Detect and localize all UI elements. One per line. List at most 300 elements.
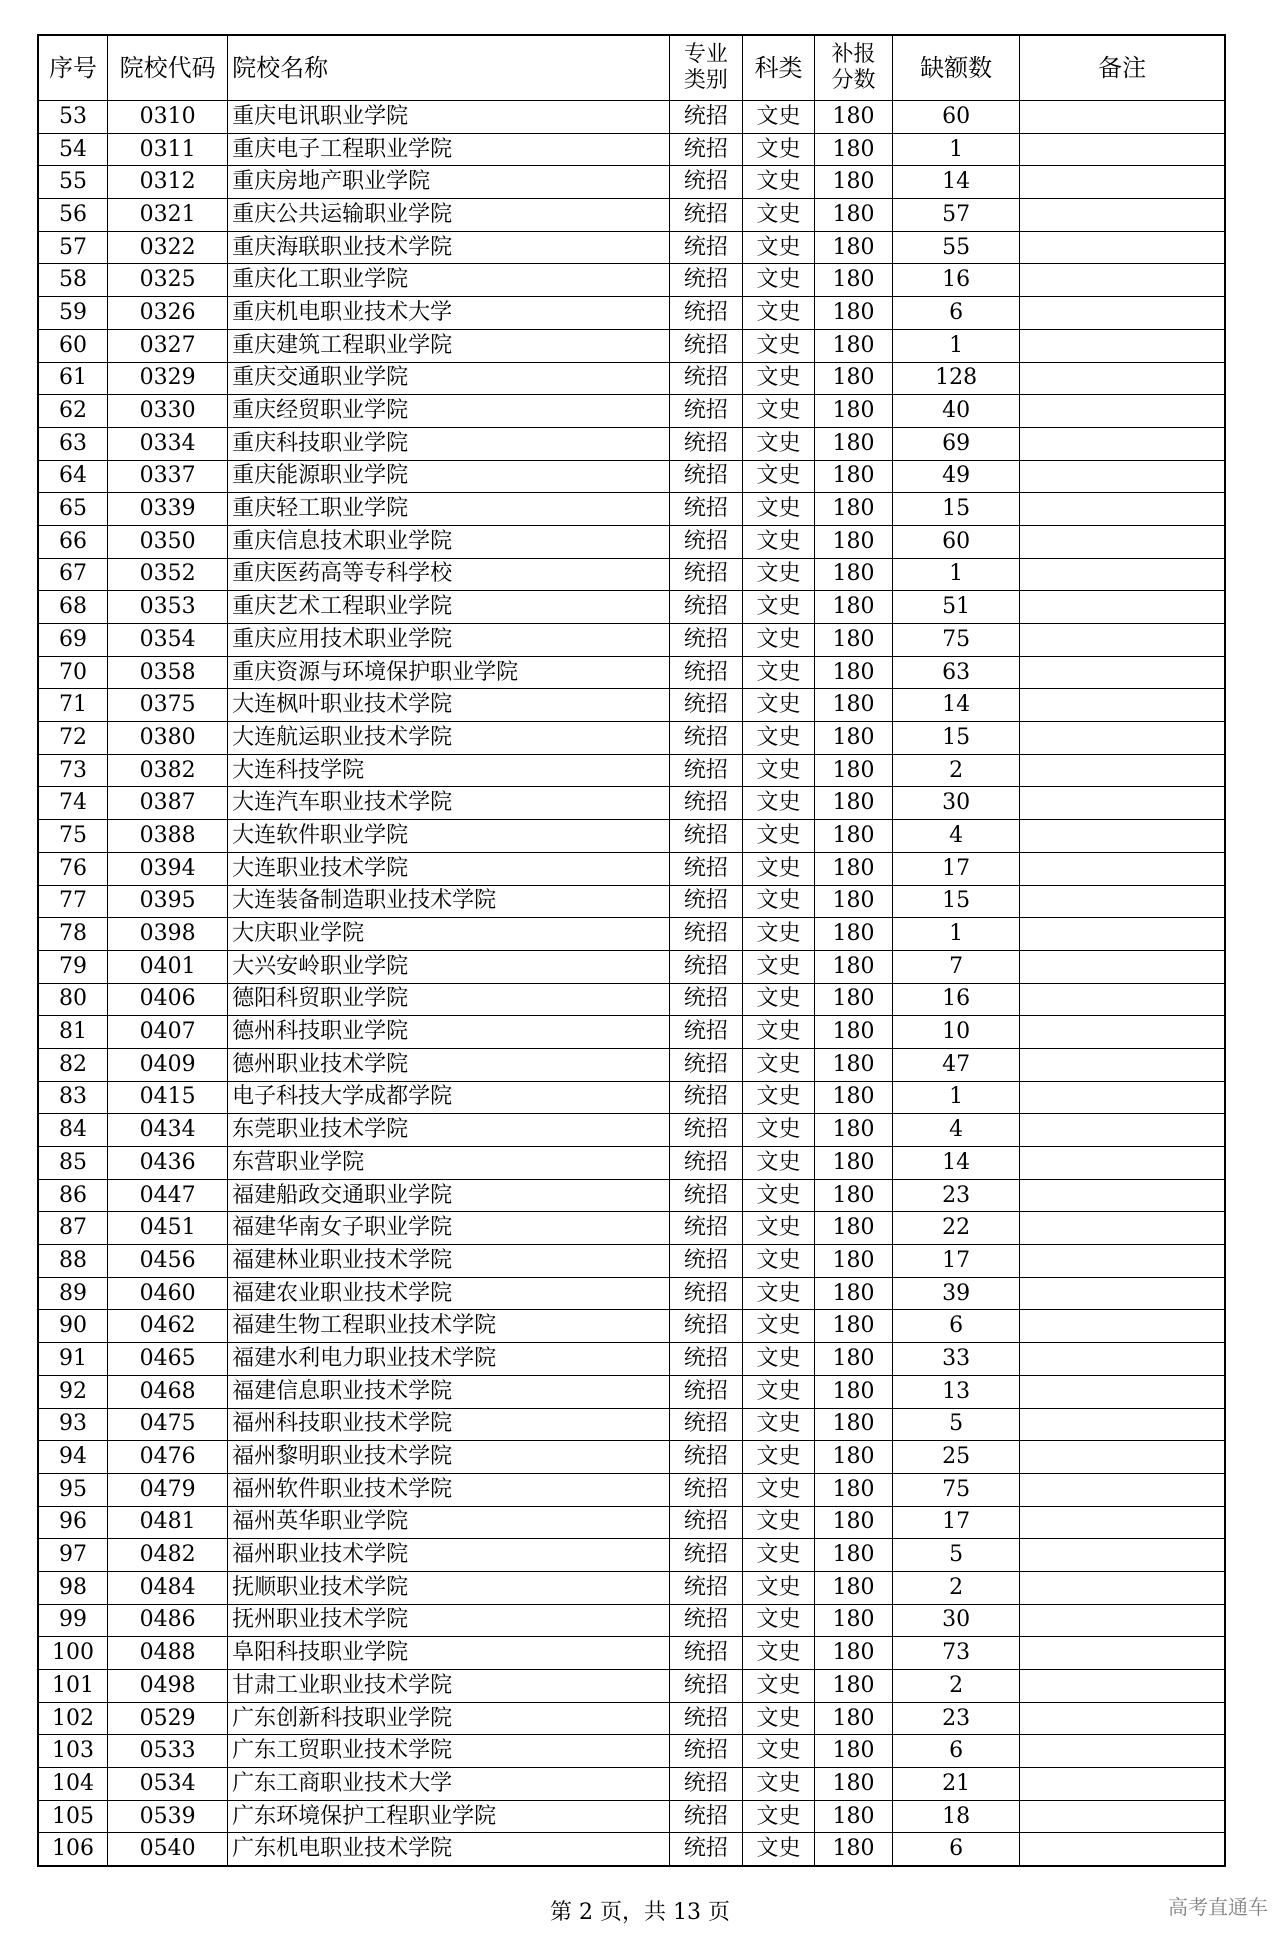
cell-type: 统招 bbox=[669, 820, 742, 853]
table-row bbox=[38, 199, 1225, 232]
cell-name: 重庆海联职业技术学院 bbox=[228, 231, 670, 264]
cell-score: 180 bbox=[815, 1048, 893, 1081]
cell-type: 统招 bbox=[669, 264, 742, 297]
cell-name: 重庆轻工职业学院 bbox=[228, 493, 670, 526]
header-name: 院校名称 bbox=[228, 35, 670, 101]
cell-subject: 文史 bbox=[743, 329, 815, 362]
cell-subject: 文史 bbox=[743, 1277, 815, 1310]
table-row bbox=[38, 1147, 1225, 1180]
cell-type: 统招 bbox=[669, 1571, 742, 1604]
cell-vacancy: 60 bbox=[893, 101, 1020, 134]
cell-score: 180 bbox=[815, 101, 893, 134]
cell-type: 统招 bbox=[669, 558, 742, 591]
cell-vacancy: 1 bbox=[893, 133, 1020, 166]
cell-subject: 文史 bbox=[743, 918, 815, 951]
table-row bbox=[38, 427, 1225, 460]
cell-type: 统招 bbox=[669, 1277, 742, 1310]
cell-subject: 文史 bbox=[743, 1179, 815, 1212]
cell-no: 89 bbox=[38, 1277, 108, 1310]
cell-subject: 文史 bbox=[743, 1604, 815, 1637]
cell-name: 大兴安岭职业学院 bbox=[228, 950, 670, 983]
table-row bbox=[38, 493, 1225, 526]
cell-remark bbox=[1020, 1310, 1225, 1343]
cell-code: 0388 bbox=[108, 820, 228, 853]
cell-vacancy: 4 bbox=[893, 1114, 1020, 1147]
cell-code: 0415 bbox=[108, 1081, 228, 1114]
cell-no: 77 bbox=[38, 885, 108, 918]
cell-score: 180 bbox=[815, 624, 893, 657]
cell-vacancy: 15 bbox=[893, 885, 1020, 918]
table-row bbox=[38, 1768, 1225, 1801]
cell-subject: 文史 bbox=[743, 1016, 815, 1049]
cell-type: 统招 bbox=[669, 624, 742, 657]
cell-subject: 文史 bbox=[743, 754, 815, 787]
table-row bbox=[38, 1441, 1225, 1474]
cell-no: 69 bbox=[38, 624, 108, 657]
cell-code: 0436 bbox=[108, 1147, 228, 1180]
cell-no: 61 bbox=[38, 362, 108, 395]
cell-no: 59 bbox=[38, 297, 108, 330]
cell-type: 统招 bbox=[669, 1735, 742, 1768]
cell-score: 180 bbox=[815, 1735, 893, 1768]
table-row bbox=[38, 885, 1225, 918]
cell-vacancy: 4 bbox=[893, 820, 1020, 853]
cell-subject: 文史 bbox=[743, 1114, 815, 1147]
cell-no: 82 bbox=[38, 1048, 108, 1081]
cell-no: 102 bbox=[38, 1702, 108, 1735]
cell-score: 180 bbox=[815, 1702, 893, 1735]
cell-vacancy: 17 bbox=[893, 1506, 1020, 1539]
cell-no: 62 bbox=[38, 395, 108, 428]
cell-remark bbox=[1020, 918, 1225, 951]
cell-remark bbox=[1020, 1245, 1225, 1278]
table-row bbox=[38, 1800, 1225, 1833]
header-type-line2: 类别 bbox=[683, 68, 728, 93]
cell-type: 统招 bbox=[669, 983, 742, 1016]
cell-type: 统招 bbox=[669, 427, 742, 460]
cell-name: 大庆职业学院 bbox=[228, 918, 670, 951]
cell-subject: 文史 bbox=[743, 297, 815, 330]
table-row bbox=[38, 460, 1225, 493]
table-row bbox=[38, 1375, 1225, 1408]
header-score bbox=[815, 35, 893, 101]
cell-vacancy: 75 bbox=[893, 1473, 1020, 1506]
cell-score: 180 bbox=[815, 1473, 893, 1506]
cell-code: 0339 bbox=[108, 493, 228, 526]
cell-code: 0465 bbox=[108, 1343, 228, 1376]
table-row bbox=[38, 1670, 1225, 1703]
cell-no: 63 bbox=[38, 427, 108, 460]
table-row bbox=[38, 852, 1225, 885]
cell-score: 180 bbox=[815, 983, 893, 1016]
cell-code: 0321 bbox=[108, 199, 228, 232]
table-row bbox=[38, 983, 1225, 1016]
cell-no: 95 bbox=[38, 1473, 108, 1506]
cell-vacancy: 63 bbox=[893, 656, 1020, 689]
cell-vacancy: 40 bbox=[893, 395, 1020, 428]
table-row bbox=[38, 950, 1225, 983]
cell-vacancy: 1 bbox=[893, 558, 1020, 591]
cell-no: 98 bbox=[38, 1571, 108, 1604]
cell-vacancy: 18 bbox=[893, 1800, 1020, 1833]
cell-code: 0482 bbox=[108, 1539, 228, 1572]
cell-type: 统招 bbox=[669, 1375, 742, 1408]
cell-no: 86 bbox=[38, 1179, 108, 1212]
cell-code: 0322 bbox=[108, 231, 228, 264]
table-row bbox=[38, 1277, 1225, 1310]
cell-score: 180 bbox=[815, 722, 893, 755]
cell-vacancy: 57 bbox=[893, 199, 1020, 232]
cell-no: 104 bbox=[38, 1768, 108, 1801]
cell-vacancy: 1 bbox=[893, 918, 1020, 951]
table-row bbox=[38, 1048, 1225, 1081]
cell-subject: 文史 bbox=[743, 656, 815, 689]
cell-remark bbox=[1020, 1637, 1225, 1670]
table-row bbox=[38, 1016, 1225, 1049]
vacancy-table bbox=[37, 34, 1226, 1867]
cell-score: 180 bbox=[815, 1277, 893, 1310]
cell-no: 65 bbox=[38, 493, 108, 526]
cell-type: 统招 bbox=[669, 885, 742, 918]
cell-name: 福州英华职业学院 bbox=[228, 1506, 670, 1539]
cell-name: 东营职业学院 bbox=[228, 1147, 670, 1180]
cell-subject: 文史 bbox=[743, 1637, 815, 1670]
cell-type: 统招 bbox=[669, 1147, 742, 1180]
table-row bbox=[38, 133, 1225, 166]
cell-vacancy: 25 bbox=[893, 1441, 1020, 1474]
cell-name: 东莞职业技术学院 bbox=[228, 1114, 670, 1147]
table-row bbox=[38, 591, 1225, 624]
cell-name: 重庆医药高等专科学校 bbox=[228, 558, 670, 591]
cell-vacancy: 69 bbox=[893, 427, 1020, 460]
cell-code: 0451 bbox=[108, 1212, 228, 1245]
cell-score: 180 bbox=[815, 1539, 893, 1572]
cell-code: 0358 bbox=[108, 656, 228, 689]
cell-score: 180 bbox=[815, 199, 893, 232]
table-row bbox=[38, 395, 1225, 428]
table-row bbox=[38, 1539, 1225, 1572]
cell-subject: 文史 bbox=[743, 1212, 815, 1245]
table-row bbox=[38, 787, 1225, 820]
cell-score: 180 bbox=[815, 427, 893, 460]
header-code: 院校代码 bbox=[108, 35, 228, 101]
cell-name: 福建信息职业技术学院 bbox=[228, 1375, 670, 1408]
cell-name: 大连航运职业技术学院 bbox=[228, 722, 670, 755]
table-row bbox=[38, 231, 1225, 264]
cell-vacancy: 6 bbox=[893, 297, 1020, 330]
cell-type: 统招 bbox=[669, 1833, 742, 1866]
cell-score: 180 bbox=[815, 1670, 893, 1703]
table-body bbox=[38, 101, 1225, 1867]
cell-type: 统招 bbox=[669, 1768, 742, 1801]
cell-remark bbox=[1020, 264, 1225, 297]
cell-name: 重庆电讯职业学院 bbox=[228, 101, 670, 134]
cell-remark bbox=[1020, 1833, 1225, 1866]
cell-code: 0406 bbox=[108, 983, 228, 1016]
cell-type: 统招 bbox=[669, 1081, 742, 1114]
cell-subject: 文史 bbox=[743, 1800, 815, 1833]
cell-vacancy: 13 bbox=[893, 1375, 1020, 1408]
cell-score: 180 bbox=[815, 1800, 893, 1833]
cell-no: 67 bbox=[38, 558, 108, 591]
table-row bbox=[38, 297, 1225, 330]
table-row bbox=[38, 624, 1225, 657]
cell-name: 大连科技学院 bbox=[228, 754, 670, 787]
cell-name: 甘肃工业职业技术学院 bbox=[228, 1670, 670, 1703]
cell-vacancy: 6 bbox=[893, 1735, 1020, 1768]
cell-remark bbox=[1020, 1571, 1225, 1604]
cell-no: 93 bbox=[38, 1408, 108, 1441]
cell-subject: 文史 bbox=[743, 493, 815, 526]
cell-remark bbox=[1020, 624, 1225, 657]
cell-score: 180 bbox=[815, 329, 893, 362]
cell-no: 76 bbox=[38, 852, 108, 885]
cell-no: 103 bbox=[38, 1735, 108, 1768]
cell-vacancy: 23 bbox=[893, 1179, 1020, 1212]
cell-remark bbox=[1020, 754, 1225, 787]
cell-no: 55 bbox=[38, 166, 108, 199]
cell-type: 统招 bbox=[669, 1343, 742, 1376]
cell-remark bbox=[1020, 885, 1225, 918]
cell-name: 重庆能源职业学院 bbox=[228, 460, 670, 493]
cell-no: 54 bbox=[38, 133, 108, 166]
cell-vacancy: 6 bbox=[893, 1310, 1020, 1343]
cell-type: 统招 bbox=[669, 1048, 742, 1081]
table-row bbox=[38, 1571, 1225, 1604]
cell-subject: 文史 bbox=[743, 722, 815, 755]
cell-score: 180 bbox=[815, 1179, 893, 1212]
cell-type: 统招 bbox=[669, 591, 742, 624]
cell-type: 统招 bbox=[669, 1670, 742, 1703]
table-header-row bbox=[38, 35, 1225, 101]
cell-no: 58 bbox=[38, 264, 108, 297]
cell-subject: 文史 bbox=[743, 133, 815, 166]
header-type-line1: 专业 bbox=[683, 42, 728, 67]
cell-subject: 文史 bbox=[743, 1147, 815, 1180]
cell-remark bbox=[1020, 1408, 1225, 1441]
cell-name: 抚顺职业技术学院 bbox=[228, 1571, 670, 1604]
cell-score: 180 bbox=[815, 754, 893, 787]
cell-name: 广东工贸职业技术学院 bbox=[228, 1735, 670, 1768]
cell-code: 0310 bbox=[108, 101, 228, 134]
cell-vacancy: 6 bbox=[893, 1833, 1020, 1866]
cell-code: 0395 bbox=[108, 885, 228, 918]
cell-subject: 文史 bbox=[743, 820, 815, 853]
cell-type: 统招 bbox=[669, 101, 742, 134]
cell-subject: 文史 bbox=[743, 1343, 815, 1376]
table-row bbox=[38, 656, 1225, 689]
cell-code: 0325 bbox=[108, 264, 228, 297]
cell-subject: 文史 bbox=[743, 460, 815, 493]
cell-name: 电子科技大学成都学院 bbox=[228, 1081, 670, 1114]
cell-name: 重庆房地产职业学院 bbox=[228, 166, 670, 199]
cell-subject: 文史 bbox=[743, 427, 815, 460]
cell-score: 180 bbox=[815, 493, 893, 526]
cell-subject: 文史 bbox=[743, 1702, 815, 1735]
cell-vacancy: 39 bbox=[893, 1277, 1020, 1310]
cell-code: 0352 bbox=[108, 558, 228, 591]
cell-type: 统招 bbox=[669, 1114, 742, 1147]
cell-code: 0498 bbox=[108, 1670, 228, 1703]
cell-score: 180 bbox=[815, 362, 893, 395]
cell-remark bbox=[1020, 362, 1225, 395]
cell-name: 重庆电子工程职业学院 bbox=[228, 133, 670, 166]
cell-type: 统招 bbox=[669, 525, 742, 558]
cell-code: 0350 bbox=[108, 525, 228, 558]
table-row bbox=[38, 1343, 1225, 1376]
cell-type: 统招 bbox=[669, 1179, 742, 1212]
cell-type: 统招 bbox=[669, 1408, 742, 1441]
cell-code: 0354 bbox=[108, 624, 228, 657]
cell-remark bbox=[1020, 101, 1225, 134]
cell-score: 180 bbox=[815, 1506, 893, 1539]
cell-name: 福州软件职业技术学院 bbox=[228, 1473, 670, 1506]
cell-code: 0479 bbox=[108, 1473, 228, 1506]
cell-type: 统招 bbox=[669, 1245, 742, 1278]
cell-type: 统招 bbox=[669, 787, 742, 820]
cell-code: 0407 bbox=[108, 1016, 228, 1049]
table-row bbox=[38, 918, 1225, 951]
cell-score: 180 bbox=[815, 885, 893, 918]
cell-remark bbox=[1020, 493, 1225, 526]
cell-type: 统招 bbox=[669, 133, 742, 166]
cell-score: 180 bbox=[815, 1571, 893, 1604]
table-row bbox=[38, 264, 1225, 297]
cell-subject: 文史 bbox=[743, 1245, 815, 1278]
cell-remark bbox=[1020, 525, 1225, 558]
cell-subject: 文史 bbox=[743, 101, 815, 134]
cell-remark bbox=[1020, 1768, 1225, 1801]
cell-type: 统招 bbox=[669, 918, 742, 951]
cell-name: 重庆经贸职业学院 bbox=[228, 395, 670, 428]
cell-type: 统招 bbox=[669, 852, 742, 885]
table-row bbox=[38, 689, 1225, 722]
cell-no: 83 bbox=[38, 1081, 108, 1114]
cell-code: 0312 bbox=[108, 166, 228, 199]
cell-no: 87 bbox=[38, 1212, 108, 1245]
cell-no: 92 bbox=[38, 1375, 108, 1408]
cell-vacancy: 60 bbox=[893, 525, 1020, 558]
cell-type: 统招 bbox=[669, 1800, 742, 1833]
cell-remark bbox=[1020, 1048, 1225, 1081]
cell-type: 统招 bbox=[669, 460, 742, 493]
cell-vacancy: 30 bbox=[893, 1604, 1020, 1637]
table-row bbox=[38, 1310, 1225, 1343]
cell-vacancy: 2 bbox=[893, 1670, 1020, 1703]
header-subject: 科类 bbox=[743, 35, 815, 101]
cell-subject: 文史 bbox=[743, 852, 815, 885]
cell-vacancy: 14 bbox=[893, 1147, 1020, 1180]
cell-name: 德州职业技术学院 bbox=[228, 1048, 670, 1081]
cell-remark bbox=[1020, 950, 1225, 983]
cell-score: 180 bbox=[815, 1147, 893, 1180]
cell-score: 180 bbox=[815, 264, 893, 297]
header-remark: 备注 bbox=[1020, 35, 1225, 101]
cell-name: 广东创新科技职业学院 bbox=[228, 1702, 670, 1735]
table-row bbox=[38, 1637, 1225, 1670]
cell-name: 福建水利电力职业技术学院 bbox=[228, 1343, 670, 1376]
cell-no: 57 bbox=[38, 231, 108, 264]
cell-code: 0380 bbox=[108, 722, 228, 755]
cell-remark bbox=[1020, 166, 1225, 199]
cell-no: 53 bbox=[38, 101, 108, 134]
cell-subject: 文史 bbox=[743, 1441, 815, 1474]
table-row bbox=[38, 1245, 1225, 1278]
cell-remark bbox=[1020, 1539, 1225, 1572]
cell-code: 0475 bbox=[108, 1408, 228, 1441]
cell-type: 统招 bbox=[669, 231, 742, 264]
header-vacancy: 缺额数 bbox=[893, 35, 1020, 101]
cell-score: 180 bbox=[815, 950, 893, 983]
cell-remark bbox=[1020, 787, 1225, 820]
cell-remark bbox=[1020, 133, 1225, 166]
cell-name: 福州科技职业技术学院 bbox=[228, 1408, 670, 1441]
cell-type: 统招 bbox=[669, 395, 742, 428]
cell-type: 统招 bbox=[669, 689, 742, 722]
cell-subject: 文史 bbox=[743, 1310, 815, 1343]
table-row bbox=[38, 166, 1225, 199]
cell-subject: 文史 bbox=[743, 362, 815, 395]
cell-type: 统招 bbox=[669, 1310, 742, 1343]
cell-score: 180 bbox=[815, 1114, 893, 1147]
cell-code: 0533 bbox=[108, 1735, 228, 1768]
cell-remark bbox=[1020, 199, 1225, 232]
cell-score: 180 bbox=[815, 1016, 893, 1049]
cell-remark bbox=[1020, 656, 1225, 689]
cell-no: 66 bbox=[38, 525, 108, 558]
cell-name: 大连枫叶职业技术学院 bbox=[228, 689, 670, 722]
cell-remark bbox=[1020, 689, 1225, 722]
cell-code: 0394 bbox=[108, 852, 228, 885]
cell-score: 180 bbox=[815, 1343, 893, 1376]
table-row bbox=[38, 722, 1225, 755]
cell-no: 71 bbox=[38, 689, 108, 722]
cell-score: 180 bbox=[815, 1212, 893, 1245]
cell-code: 0447 bbox=[108, 1179, 228, 1212]
cell-remark bbox=[1020, 1473, 1225, 1506]
cell-remark bbox=[1020, 852, 1225, 885]
cell-name: 重庆资源与环境保护职业学院 bbox=[228, 656, 670, 689]
cell-type: 统招 bbox=[669, 166, 742, 199]
cell-name: 重庆建筑工程职业学院 bbox=[228, 329, 670, 362]
cell-subject: 文史 bbox=[743, 558, 815, 591]
cell-remark bbox=[1020, 1506, 1225, 1539]
cell-code: 0468 bbox=[108, 1375, 228, 1408]
table-row bbox=[38, 329, 1225, 362]
cell-remark bbox=[1020, 983, 1225, 1016]
table-row bbox=[38, 754, 1225, 787]
cell-no: 96 bbox=[38, 1506, 108, 1539]
header-score-line2: 分数 bbox=[831, 68, 876, 93]
cell-no: 73 bbox=[38, 754, 108, 787]
cell-vacancy: 15 bbox=[893, 722, 1020, 755]
cell-subject: 文史 bbox=[743, 950, 815, 983]
cell-subject: 文史 bbox=[743, 1735, 815, 1768]
enrollment-table-sheet bbox=[37, 34, 1226, 1867]
cell-vacancy: 128 bbox=[893, 362, 1020, 395]
cell-no: 105 bbox=[38, 1800, 108, 1833]
cell-name: 福建林业职业技术学院 bbox=[228, 1245, 670, 1278]
cell-subject: 文史 bbox=[743, 264, 815, 297]
cell-score: 180 bbox=[815, 395, 893, 428]
cell-code: 0462 bbox=[108, 1310, 228, 1343]
cell-type: 统招 bbox=[669, 1539, 742, 1572]
table-row bbox=[38, 525, 1225, 558]
cell-score: 180 bbox=[815, 1441, 893, 1474]
cell-subject: 文史 bbox=[743, 1768, 815, 1801]
cell-remark bbox=[1020, 395, 1225, 428]
cell-name: 福建华南女子职业学院 bbox=[228, 1212, 670, 1245]
